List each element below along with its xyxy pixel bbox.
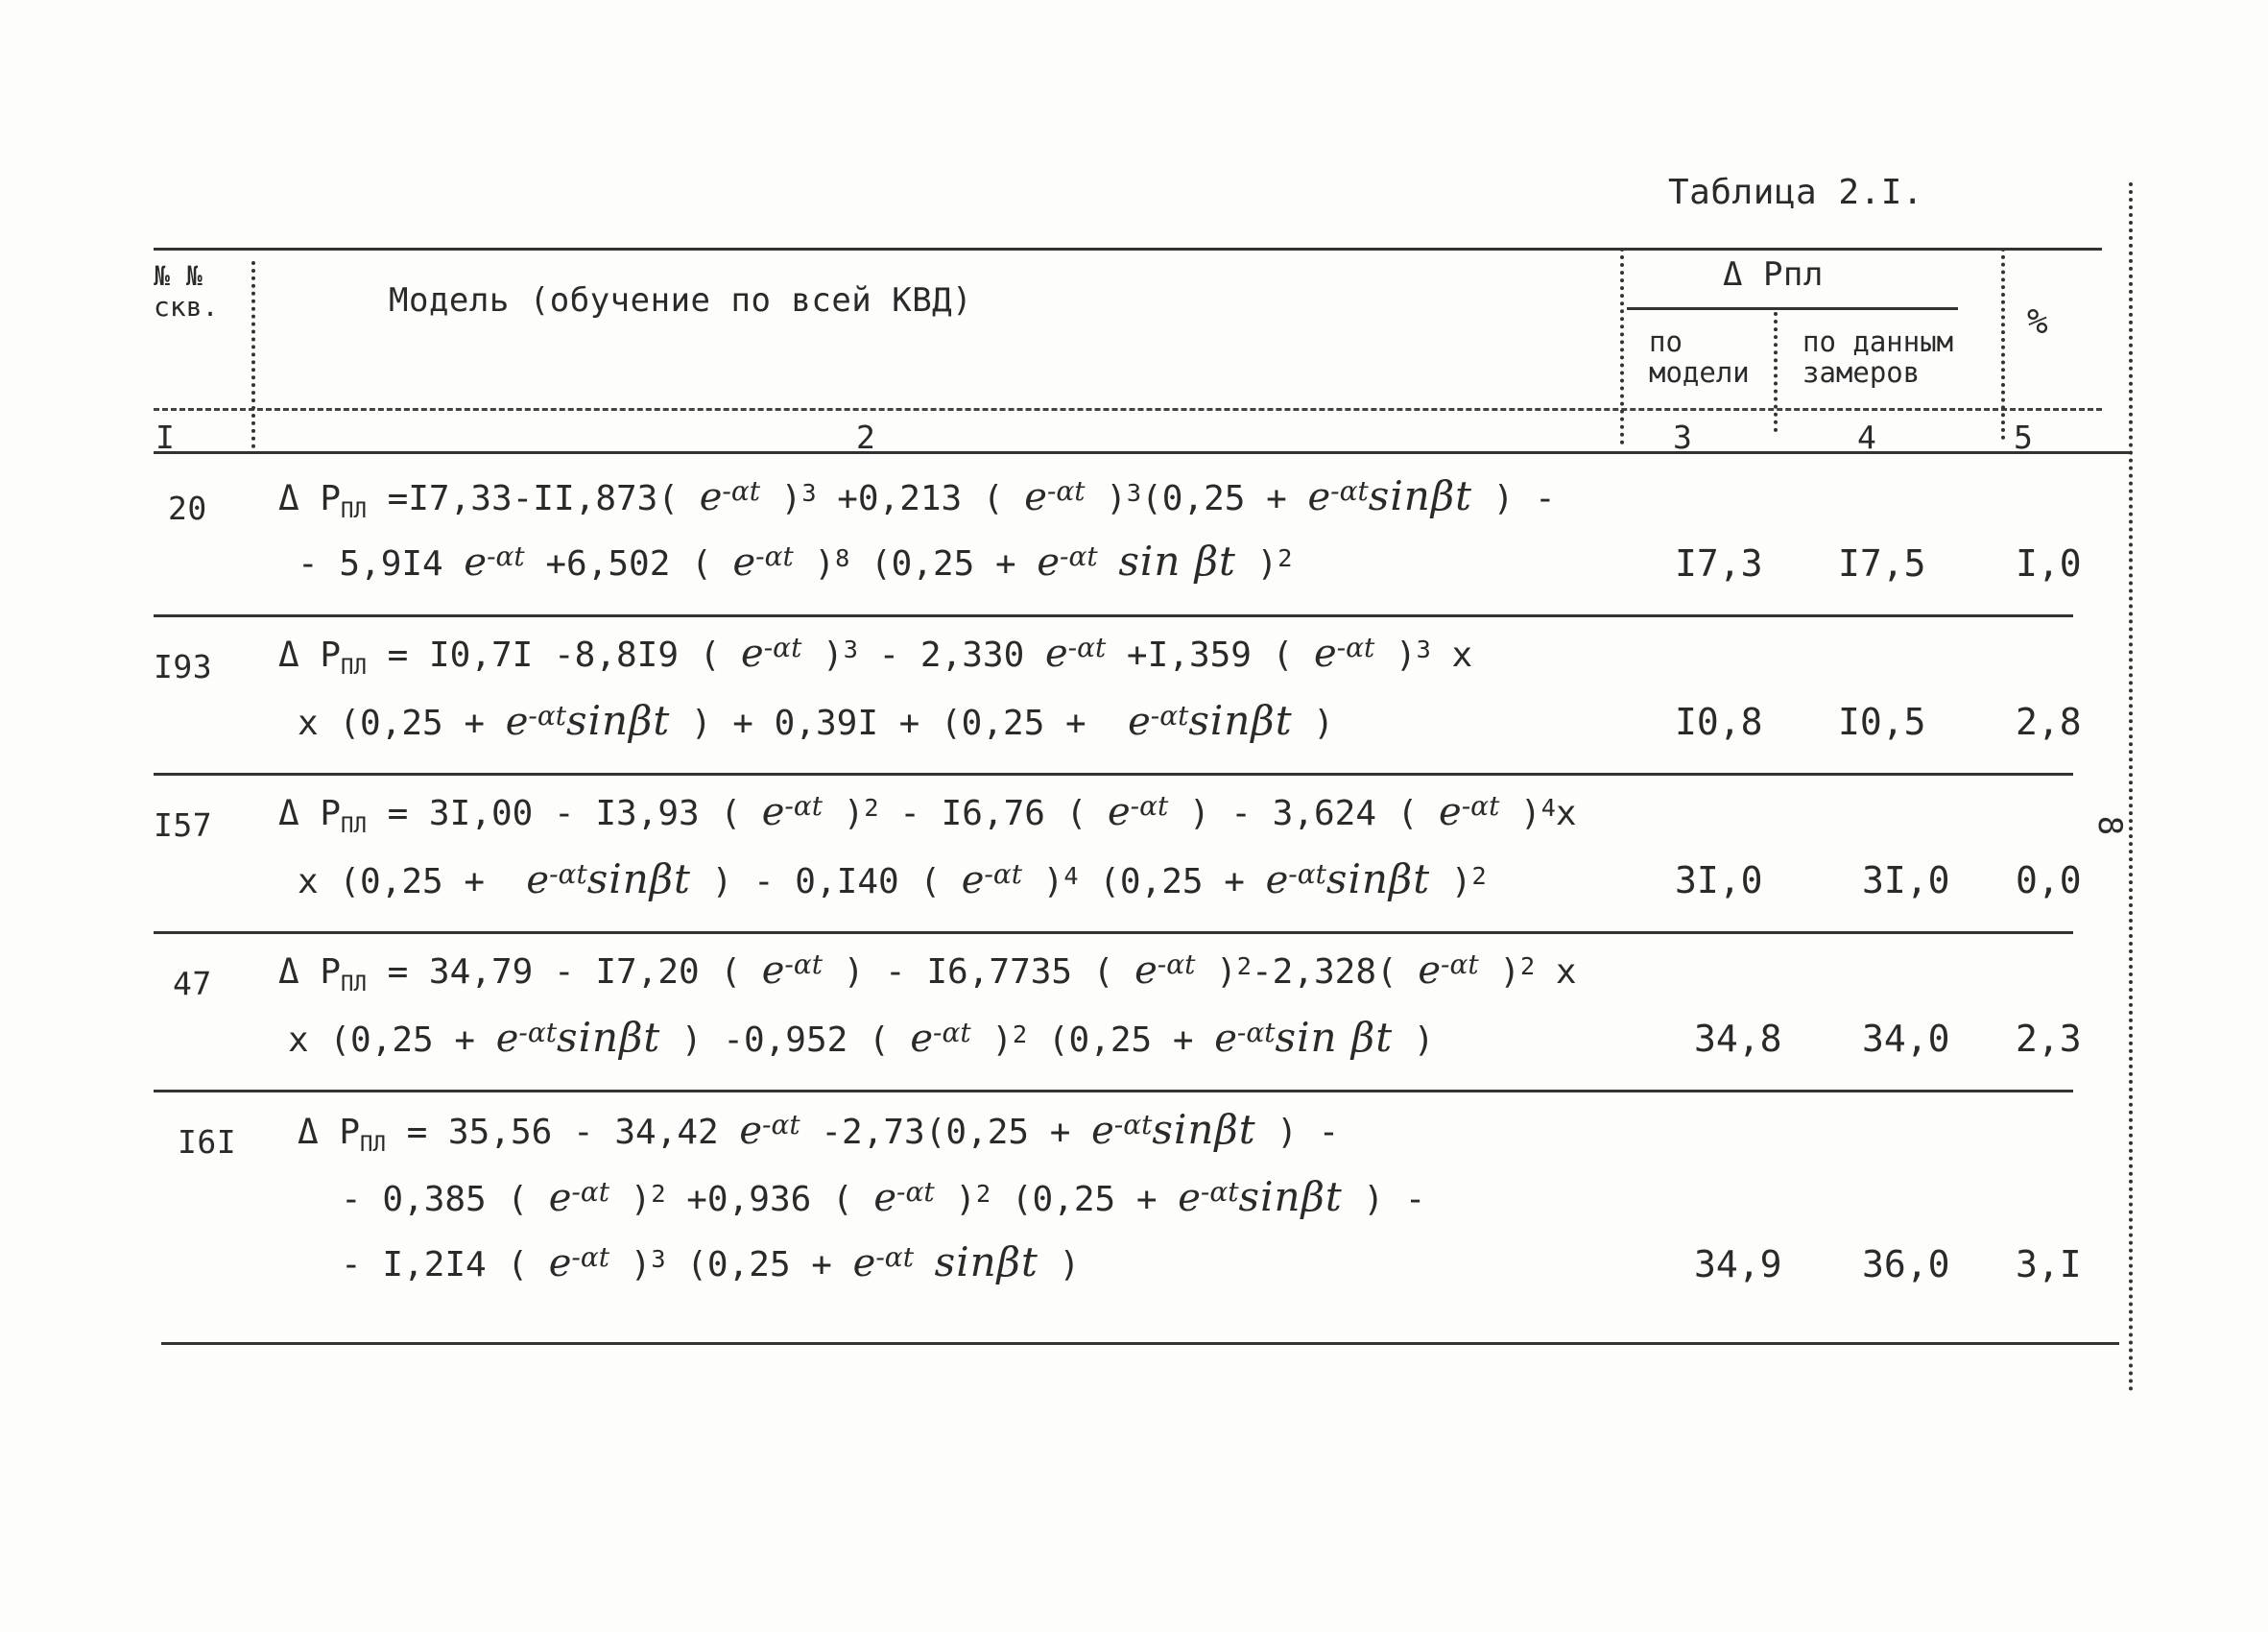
value-model: I0,8 [1675, 701, 1763, 743]
well-number: I57 [154, 806, 213, 844]
formula-line: Δ $P_{ПЛ} = 34,79 - I7,20$ ( $e^{-\alpha t}$ ) - I6,7735 ( $e^{-\alpha t}$ )$^2$-2,328( $e^{-\alpha t}$ )$^2$ x [278, 948, 1577, 997]
formula-line: - 0,385 ( $e^{-\alpha t}$ )$^2$ +0,936 ( $e^{-\alpha t}$ )$^2$ ($0,25 + e^{-\alpha t}\sin\beta t$ ) - [341, 1173, 1426, 1220]
header-percent: % [2027, 302, 2049, 342]
col-num-2: 2 [856, 419, 876, 456]
value-percent: I,0 [2016, 542, 2082, 585]
value-model: I7,3 [1675, 542, 1763, 585]
value-measured: 34,0 [1862, 1018, 1950, 1060]
col-sep-1 [251, 261, 255, 448]
col-num-1: I [155, 419, 176, 456]
group-underline [1627, 307, 1958, 310]
table-caption: Таблица 2.I. [1668, 173, 1924, 212]
value-percent: 2,3 [2016, 1018, 2082, 1060]
value-model: 34,9 [1694, 1243, 1782, 1285]
value-percent: 0,0 [2016, 859, 2082, 901]
col-sep-2 [1620, 248, 1624, 444]
value-measured: 3I,0 [1862, 859, 1950, 901]
formula-line: x ($0,25 + e^{-\alpha t}\sin\beta t$ ) -0,952 ( $e^{-\alpha t}$ )$^2$ ($0,25 + e^{-\alpha t}\sin$ βt ) [288, 1014, 1435, 1061]
header-by-measured: по данным замеров [1802, 325, 1954, 389]
header-bottom-rule [154, 451, 2131, 454]
formula-line: Δ $P_{ПЛ} = 3I,00 - I3,93$ ( $e^{-\alpha t}$ )$^2$ - I6,76 ( $e^{-\alpha t}$ ) - 3,624 ( $e^{-\alpha t}$ )$^4$x [278, 790, 1577, 839]
formula-line: x ($0,25 + e^{-\alpha t}\sin\beta t$ ) - 0,I40 ( $e^{-\alpha t}$ )$^4$ ($0,25 + e^{-\alpha t}\sin\beta t$ )$^2$ [298, 855, 1487, 902]
well-number: 20 [168, 490, 207, 527]
value-percent: 3,I [2016, 1243, 2082, 1285]
header-delta-p: Δ Pпл [1723, 255, 1824, 294]
formula-line: Δ $P_{ПЛ} = 35,56 - 34,42$ $e^{-\alpha t}$ $-2,73(0,25 + e^{-\alpha t}\sin\beta t$ ) - [298, 1106, 1340, 1158]
col-sep-3 [1774, 312, 1778, 432]
well-number: I6I [178, 1123, 237, 1161]
header-well-no: № № скв. [154, 260, 219, 323]
col-num-3: 3 [1673, 419, 1693, 456]
value-measured: 36,0 [1862, 1243, 1950, 1285]
value-percent: 2,8 [2016, 701, 2082, 743]
value-measured: I7,5 [1838, 542, 1926, 585]
table-top-rule [154, 248, 2102, 251]
value-measured: I0,5 [1838, 701, 1926, 743]
header-divider [154, 408, 2102, 411]
formula-line: x ($0,25 + e^{-\alpha t}\sin\beta t$ ) + $0,39I + (0,25 + e^{-\alpha t}\sin\beta t$ ) [298, 697, 1334, 744]
col-num-4: 4 [1857, 419, 1877, 456]
page-number: 8 [2090, 815, 2130, 836]
row-rule-1 [154, 614, 2073, 617]
value-model: 3I,0 [1675, 859, 1763, 901]
value-model: 34,8 [1694, 1018, 1782, 1060]
margin-rule [2129, 182, 2133, 1392]
formula-line: Δ $P_{ПЛ} =I7,33-II,873$( $e^{-\alpha t}$ )$^3$ +0,213 ( $e^{-\alpha t}$ )$^3(0,25 + e^{-\alpha t}\sin\beta t$ ) - [278, 472, 1556, 524]
row-rule-2 [154, 773, 2073, 776]
formula-line: - I,2I4 ( $e^{-\alpha t}$ )$^3$ ($0,25 + e^{-\alpha t}$ sinβt ) [341, 1238, 1081, 1285]
col-num-5: 5 [2014, 419, 2034, 456]
row-rule-4 [154, 1090, 2073, 1092]
header-model: Модель (обучение по всей КВД) [389, 281, 973, 320]
well-number: 47 [173, 965, 212, 1002]
formula-line: Δ $P_{ПЛ} = I0,7I$ -8,8I9 ( $e^{-\alpha t}$ )$^3$ - 2,330 $e^{-\alpha t} +I,359$ ( $e^{-\alpha t}$ )$^3$ x [278, 632, 1473, 681]
header-by-model: по модели [1649, 325, 1750, 389]
row-rule-3 [154, 931, 2073, 934]
formula-line: - 5,9I4 $e^{-\alpha t} +6,502$ ( $e^{-\alpha t}$ )$^8$ ($0,25 + e^{-\alpha t}$ sin βt )$^2$ [298, 538, 1293, 585]
col-sep-4 [2001, 248, 2005, 440]
well-number: I93 [154, 648, 213, 685]
table-bottom-rule [161, 1342, 2119, 1345]
